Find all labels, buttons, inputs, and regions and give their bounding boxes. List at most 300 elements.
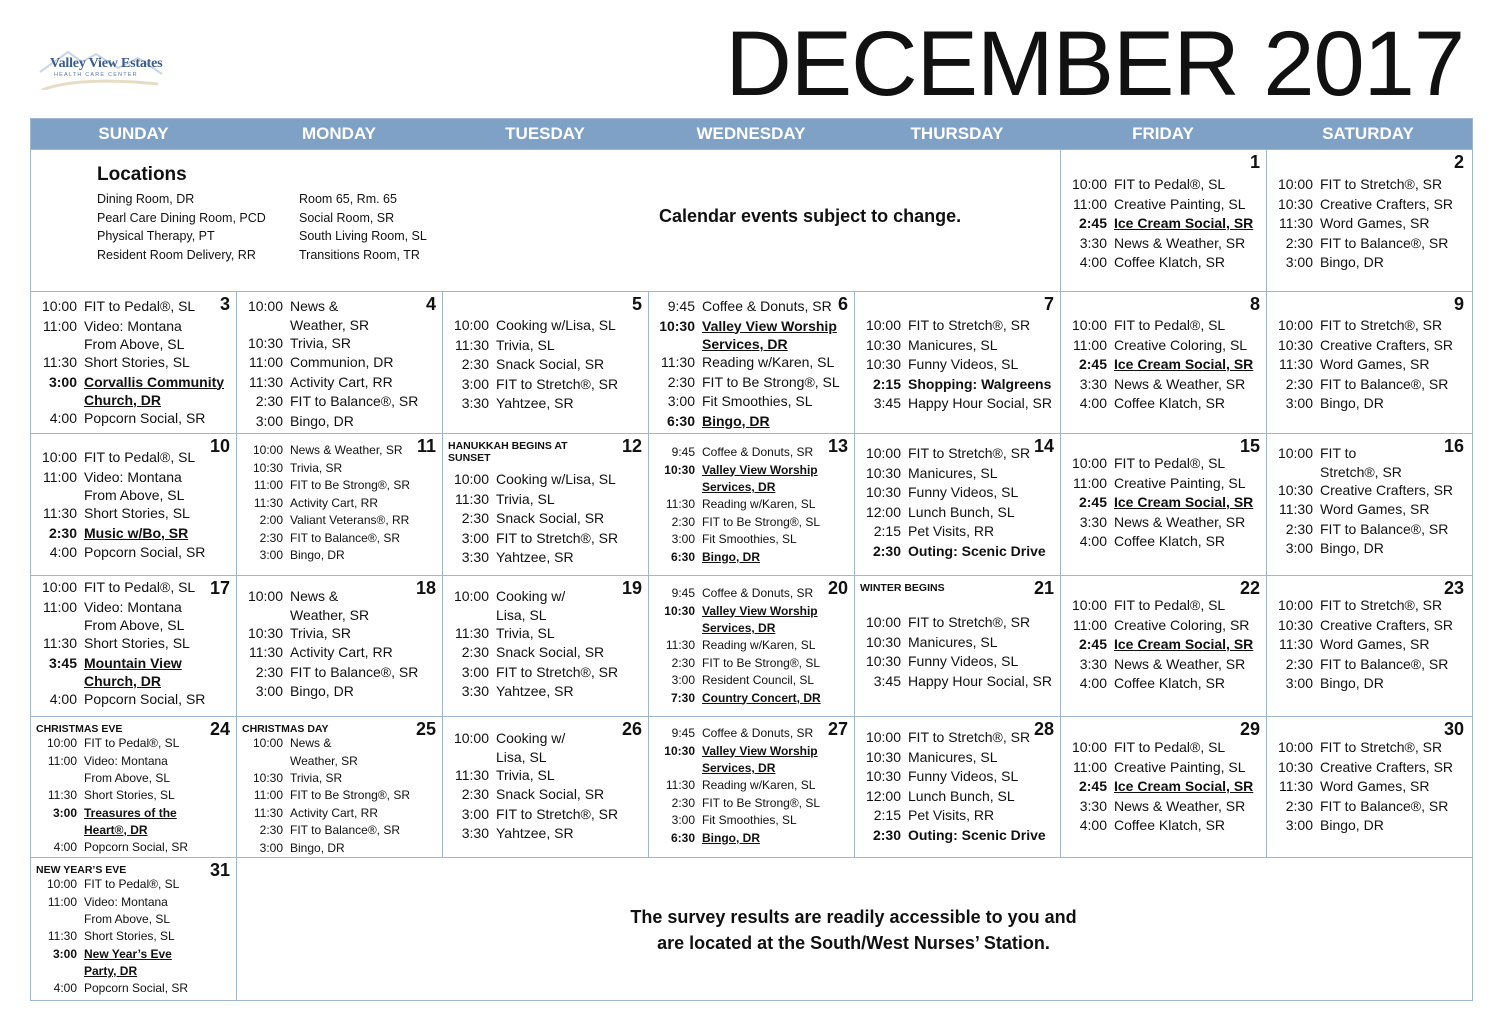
event-time: 2:30 — [461, 644, 489, 660]
day-number: 3 — [219, 294, 230, 314]
event-time: 2:30 — [255, 663, 283, 680]
event-item — [1267, 234, 1470, 254]
event-item — [31, 448, 236, 468]
event-item — [237, 663, 442, 683]
day-cell — [1266, 576, 1470, 716]
day-cell — [442, 292, 648, 433]
event-time: 11:00 — [1073, 336, 1107, 353]
event-time: 11:30 — [47, 929, 77, 943]
event-time: 11:30 — [665, 497, 695, 511]
survey-cell — [236, 858, 1470, 1000]
event-item — [649, 620, 854, 637]
event-name: Valley View Worship — [702, 462, 818, 477]
event-item — [1267, 520, 1470, 540]
event-item — [1267, 777, 1470, 797]
event-item — [1267, 444, 1470, 464]
event-time: 10:00 — [865, 614, 901, 630]
event-item — [31, 735, 236, 753]
day-number: 18 — [415, 578, 436, 598]
event-item — [237, 530, 442, 548]
event-list — [443, 470, 648, 568]
event-name: From Above, SL — [84, 617, 185, 633]
event-list — [855, 316, 1060, 414]
event-name: Funny Videos, SL — [908, 768, 1019, 784]
day-cell — [1060, 717, 1266, 857]
event-item — [649, 830, 854, 848]
event-name: FIT to Be Strong®, SR — [290, 788, 410, 802]
event-time: 11:30 — [253, 495, 283, 510]
event-time: 3:30 — [1079, 655, 1107, 672]
event-item — [31, 317, 236, 337]
event-item — [1267, 253, 1470, 273]
event-time: 2:30 — [1285, 797, 1313, 814]
event-name: Happy Hour Social, SR — [908, 672, 1052, 689]
event-time: 7:30 — [670, 690, 695, 705]
event-time: 3:00 — [461, 529, 489, 546]
event-time: 3:00 — [52, 805, 77, 820]
event-name: Bingo, DR — [290, 412, 354, 429]
event-name: New Year’s Eve — [84, 946, 172, 961]
day-number: 31 — [209, 860, 230, 880]
event-name: Lisa, SL — [496, 606, 547, 623]
event-name: Word Games, SR — [1320, 501, 1430, 517]
event-item — [649, 392, 854, 412]
event-time: 2:30 — [671, 795, 695, 810]
day-cell — [648, 717, 854, 857]
event-item — [1267, 214, 1470, 234]
event-time: 10:00 — [453, 317, 489, 333]
event-item — [443, 509, 648, 529]
event-item — [443, 729, 648, 749]
event-time: 10:00 — [1071, 455, 1107, 471]
event-time: 11:30 — [43, 354, 77, 370]
event-item — [649, 603, 854, 621]
event-item — [31, 654, 236, 674]
event-item — [855, 542, 1060, 562]
event-item — [31, 911, 236, 928]
event-list — [855, 444, 1060, 561]
event-name: Services, DR — [702, 480, 776, 494]
event-item — [649, 637, 854, 655]
day-cell — [854, 292, 1060, 433]
event-time: 10:00 — [1071, 176, 1107, 192]
event-item — [31, 373, 236, 393]
event-name: FIT to Stretch®, SR — [496, 529, 619, 546]
event-name: Trivia, SR — [290, 624, 351, 641]
day-number: 14 — [1033, 436, 1054, 456]
event-name: FIT to Pedal®, SL — [84, 298, 196, 314]
day-number: 2 — [1453, 152, 1464, 172]
event-time: 11:30 — [47, 788, 77, 802]
event-time: 9:45 — [667, 298, 695, 314]
event-time: 10:30 — [865, 484, 901, 500]
event-item — [31, 598, 236, 618]
event-name: FIT to Balance®, SR — [1320, 655, 1449, 672]
event-name: Bingo, DR — [290, 683, 354, 699]
event-name: FIT to Stretch®, SR — [908, 317, 1031, 333]
event-item — [1267, 816, 1470, 836]
event-name: From Above, SL — [84, 336, 185, 352]
event-name: Short Stories, SL — [84, 929, 175, 943]
event-time: 10:00 — [1277, 445, 1313, 461]
event-item — [1061, 355, 1266, 375]
event-name: Coffee & Donuts, SR — [702, 298, 832, 314]
week-row — [31, 575, 1472, 716]
event-item — [237, 297, 442, 317]
day-cell — [442, 434, 648, 575]
event-time: 2:30 — [872, 826, 901, 843]
event-name: Treasures of the — [84, 805, 177, 820]
event-item — [649, 655, 854, 673]
event-item — [855, 522, 1060, 542]
event-item — [855, 652, 1060, 672]
event-time: 10:00 — [1277, 597, 1313, 613]
event-name: FIT to Pedal®, SL — [1114, 597, 1226, 613]
day-number: 24 — [209, 719, 230, 739]
event-item — [237, 840, 442, 858]
day-cell — [1266, 292, 1470, 433]
event-name: FIT to Pedal®, SL — [84, 736, 180, 750]
event-item — [1267, 797, 1470, 817]
event-name: From Above, SL — [84, 771, 171, 785]
event-item — [649, 336, 854, 353]
event-time: 4:00 — [49, 410, 77, 426]
event-time: 11:30 — [455, 490, 489, 507]
event-item — [237, 770, 442, 788]
day-cell — [1060, 150, 1266, 291]
day-cell — [31, 717, 236, 857]
event-item — [855, 394, 1060, 414]
event-item — [443, 355, 648, 375]
event-time: 11:00 — [47, 753, 77, 768]
event-list — [31, 735, 236, 857]
event-name: Word Games, SR — [1320, 215, 1430, 231]
event-name: From Above, SL — [84, 912, 171, 926]
weekday-wednesday: WEDNESDAY — [696, 124, 806, 143]
logo-subtitle: HEALTH CARE CENTER — [54, 72, 138, 78]
event-time: 11:30 — [455, 336, 489, 353]
event-list — [31, 448, 236, 563]
weekday-saturday: SATURDAY — [1322, 124, 1414, 143]
event-time: 2:30 — [1285, 234, 1313, 251]
event-item — [31, 617, 236, 634]
event-item — [649, 795, 854, 813]
event-name: Video: Montana — [84, 753, 168, 768]
event-time: 3:00 — [255, 683, 283, 699]
event-item — [649, 462, 854, 480]
event-time: 9:45 — [671, 445, 695, 459]
event-item — [31, 822, 236, 839]
event-name: News & Weather, SR — [1114, 234, 1246, 251]
event-item — [1061, 797, 1266, 817]
event-time: 12:00 — [865, 503, 901, 520]
event-name: Manicures, SL — [908, 748, 998, 765]
event-item — [237, 512, 442, 530]
event-time: 11:00 — [47, 894, 77, 909]
event-item — [31, 336, 236, 353]
event-item — [649, 531, 854, 549]
day-cell — [1266, 717, 1470, 857]
event-name: Fit Smoothies, SL — [702, 532, 797, 546]
event-item — [1267, 394, 1470, 414]
logo-name: Valley View Estates — [50, 56, 163, 71]
event-item — [31, 578, 236, 598]
event-time: 3:00 — [1285, 395, 1313, 411]
event-time: 2:45 — [1078, 356, 1107, 372]
day-number: 15 — [1239, 436, 1260, 456]
event-time: 4:00 — [49, 691, 77, 707]
event-time: 4:00 — [1079, 817, 1107, 833]
day-cell — [854, 434, 1060, 575]
event-item — [443, 766, 648, 786]
event-name: Coffee Klatch, SR — [1114, 395, 1226, 411]
event-name: Activity Cart, RR — [290, 373, 393, 390]
event-name: Coffee & Donuts, SR — [702, 726, 814, 740]
day-number: 11 — [416, 436, 436, 456]
event-name: Fit Smoothies, SL — [702, 813, 797, 827]
event-time: 10:30 — [865, 653, 901, 669]
event-name: Coffee Klatch, SR — [1114, 675, 1226, 691]
event-name: Coffee Klatch, SR — [1114, 817, 1226, 833]
event-item — [1267, 375, 1470, 395]
event-item — [237, 373, 442, 393]
event-time: 11:00 — [1073, 195, 1107, 212]
weekday-monday: MONDAY — [302, 124, 376, 143]
event-name: Outing: Scenic Drive — [908, 542, 1046, 559]
day-cell — [648, 576, 854, 716]
event-name: Activity Cart, RR — [290, 805, 379, 820]
event-time: 11:30 — [1279, 356, 1313, 372]
event-name: FIT to Stretch®, SR — [1320, 739, 1443, 755]
event-time: 11:00 — [1073, 758, 1107, 775]
week-row — [31, 433, 1472, 575]
event-time: 10:30 — [247, 624, 283, 641]
event-list — [649, 725, 854, 847]
event-time: 10:00 — [252, 443, 283, 457]
event-list — [237, 297, 442, 431]
survey-line-2: are located at the South/West Nurses’ Station. — [657, 933, 1050, 953]
day-number: 17 — [209, 578, 230, 598]
event-item — [1267, 500, 1470, 520]
day-cell — [236, 717, 442, 857]
event-list — [31, 578, 236, 710]
location-item: Transitions Room, TR — [299, 247, 420, 262]
event-name: Services, DR — [702, 336, 788, 352]
event-name: FIT to Stretch®, SR — [496, 805, 619, 822]
event-name: Bingo, DR — [290, 548, 345, 562]
event-item — [31, 504, 236, 524]
event-item — [1061, 214, 1266, 234]
event-name: Coffee Klatch, SR — [1114, 533, 1226, 549]
event-time: 11:30 — [43, 505, 77, 521]
day-number: 28 — [1033, 719, 1054, 739]
event-name: Heart®, DR — [84, 823, 148, 837]
event-time: 10:00 — [453, 730, 489, 746]
event-time: 11:30 — [253, 805, 283, 820]
event-time: 2:30 — [259, 530, 283, 545]
event-time: 2:30 — [461, 510, 489, 526]
event-time: 10:30 — [1277, 758, 1313, 775]
event-item — [443, 470, 648, 490]
event-item — [855, 375, 1060, 395]
event-time: 3:30 — [1079, 797, 1107, 814]
event-name: Happy Hour Social, SR — [908, 395, 1052, 411]
day-number: 12 — [621, 436, 642, 456]
event-name: Services, DR — [702, 621, 776, 635]
day-note: NEW YEAR’S EVE — [36, 864, 127, 876]
day-cell — [236, 292, 442, 433]
event-item — [1061, 635, 1266, 655]
day-number: 19 — [621, 578, 642, 598]
event-list — [1061, 596, 1266, 694]
event-name: Weather, SR — [290, 753, 358, 768]
event-name: FIT to Stretch®, SR — [908, 729, 1031, 745]
event-item — [855, 613, 1060, 633]
day-cell — [31, 858, 236, 1000]
event-time: 10:00 — [46, 877, 77, 891]
day-number: 26 — [621, 719, 642, 739]
event-item — [1061, 758, 1266, 778]
event-item — [443, 490, 648, 510]
event-name: Lunch Bunch, SL — [908, 503, 1015, 520]
event-item — [443, 375, 648, 395]
event-time: 10:30 — [252, 770, 283, 785]
event-name: News & — [290, 588, 339, 604]
event-name: Bingo, DR — [1320, 540, 1384, 556]
event-name: Yahtzee, SR — [496, 395, 574, 411]
event-time: 10:30 — [865, 633, 901, 650]
event-item — [855, 728, 1060, 748]
event-item — [1267, 355, 1470, 375]
event-list — [649, 585, 854, 707]
event-time: 10:30 — [865, 464, 901, 481]
event-time: 2:45 — [1078, 494, 1107, 510]
event-name: Creative Painting, SL — [1114, 758, 1246, 775]
event-item — [855, 483, 1060, 503]
day-number: 4 — [425, 294, 436, 314]
event-name: Coffee & Donuts, SR — [702, 445, 814, 459]
event-name: Popcorn Social, SR — [84, 410, 206, 426]
event-time: 10:30 — [252, 460, 283, 475]
logo — [28, 50, 168, 112]
location-item: Physical Therapy, PT — [97, 229, 215, 243]
event-item — [1267, 464, 1470, 481]
event-name: Short Stories, SL — [84, 635, 190, 651]
event-item — [237, 477, 442, 495]
event-name: Bingo, DR — [1320, 675, 1384, 691]
event-item — [649, 585, 854, 603]
event-time: 6:30 — [670, 830, 695, 845]
event-item — [1061, 674, 1266, 694]
event-time: 10:00 — [1071, 739, 1107, 755]
event-item — [31, 392, 236, 409]
event-time: 2:00 — [259, 513, 283, 527]
event-item — [649, 297, 854, 317]
event-time: 10:30 — [659, 317, 695, 334]
event-item — [31, 876, 236, 894]
event-name: Pet Visits, RR — [908, 807, 995, 823]
event-name: Reading w/Karen, SL — [702, 638, 816, 652]
event-time: 2:30 — [667, 373, 695, 390]
event-item — [443, 587, 648, 607]
event-name: Popcorn Social, SR — [84, 840, 189, 854]
day-number: 29 — [1239, 719, 1260, 739]
day-number: 16 — [1443, 436, 1464, 456]
event-time: 2:30 — [259, 823, 283, 837]
event-item — [237, 587, 442, 607]
event-name: Church, DR — [84, 392, 161, 408]
event-item — [649, 725, 854, 743]
event-time: 10:30 — [664, 603, 695, 618]
event-name: Funny Videos, SL — [908, 484, 1019, 500]
event-time: 10:00 — [865, 445, 901, 461]
day-note: HANUKKAH BEGINS AT SUNSET — [448, 440, 568, 464]
event-item — [649, 672, 854, 690]
event-name: Party, DR — [84, 964, 138, 978]
event-time: 10:00 — [453, 471, 489, 487]
event-item — [237, 353, 442, 373]
event-time: 2:30 — [461, 786, 489, 802]
day-cell — [442, 576, 648, 716]
event-item — [443, 624, 648, 644]
event-name: FIT to Be Strong®, SL — [702, 795, 821, 810]
event-name: Cooking w/ — [496, 730, 566, 746]
event-name: Valiant Veterans®, RR — [290, 513, 410, 527]
event-item — [237, 753, 442, 770]
event-item — [855, 316, 1060, 336]
event-item — [649, 690, 854, 708]
event-item — [237, 822, 442, 840]
event-name: News & — [290, 298, 339, 314]
event-name: Bingo, DR — [702, 549, 760, 564]
event-name: Video: Montana — [84, 598, 182, 615]
event-time: 11:00 — [253, 788, 283, 802]
event-name: Coffee Klatch, SR — [1114, 254, 1226, 270]
day-number: 6 — [837, 294, 848, 314]
event-name: Word Games, SR — [1320, 778, 1430, 794]
event-time: 2:45 — [1078, 778, 1107, 794]
event-name: Cooking w/Lisa, SL — [496, 317, 616, 333]
event-time: 10:30 — [865, 748, 901, 765]
event-list — [443, 729, 648, 844]
event-name: Music w/Bo, SR — [84, 524, 189, 541]
event-item — [237, 334, 442, 354]
event-time: 10:00 — [1277, 739, 1313, 755]
event-time: 3:00 — [461, 375, 489, 392]
event-time: 11:30 — [1279, 778, 1313, 794]
event-item — [237, 442, 442, 460]
event-time: 10:00 — [1277, 176, 1313, 192]
event-name: FIT to Stretch®, SR — [1320, 317, 1443, 333]
event-time: 10:30 — [664, 462, 695, 477]
event-item — [649, 373, 854, 393]
event-time: 2:15 — [873, 523, 901, 539]
event-list — [1267, 316, 1470, 414]
event-time: 11:30 — [43, 635, 77, 651]
event-item — [237, 624, 442, 644]
event-list — [443, 316, 648, 414]
event-name: Snack Social, SR — [496, 510, 605, 526]
event-time: 4:00 — [1079, 533, 1107, 549]
event-time: 2:30 — [461, 356, 489, 372]
event-name: Video: Montana — [84, 468, 182, 485]
week-row — [31, 857, 1472, 1000]
event-time: 3:00 — [1285, 540, 1313, 556]
event-time: 10:30 — [1277, 195, 1313, 212]
event-item — [31, 468, 236, 488]
event-item — [443, 394, 648, 414]
event-item — [1061, 816, 1266, 836]
